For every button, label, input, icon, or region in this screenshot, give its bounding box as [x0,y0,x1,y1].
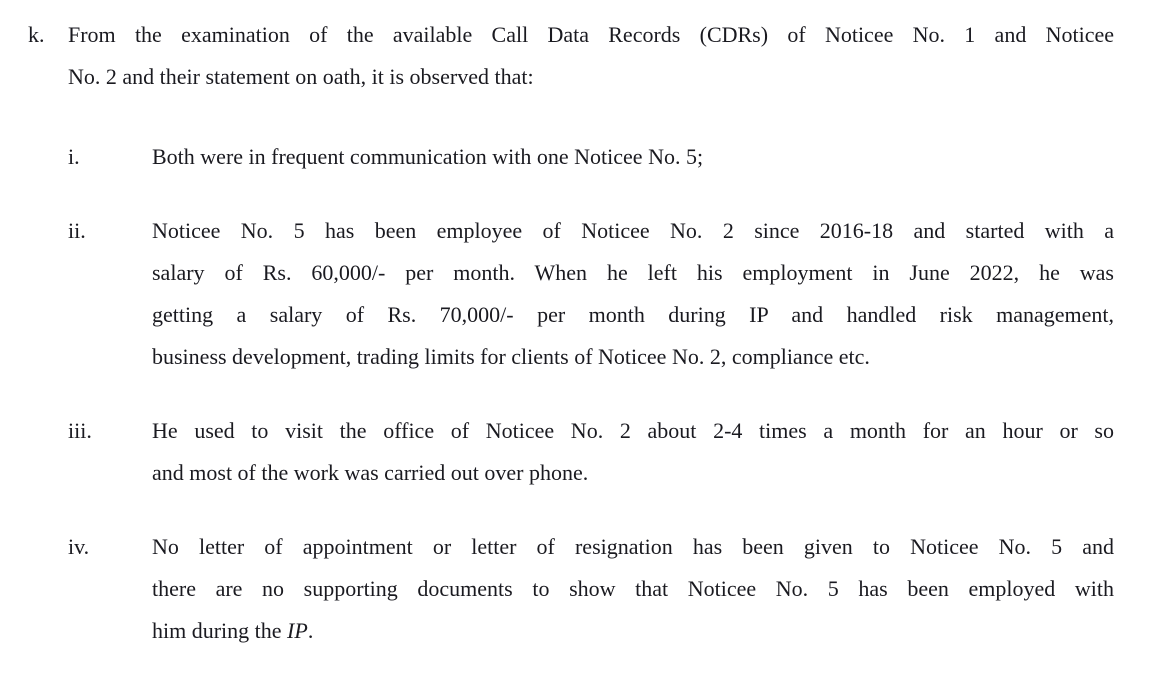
clause-k-text [68,14,1114,98]
sub-item-i-marker: i. [68,144,80,169]
sub-item-iv-line-3-prefix: him during the [152,618,288,643]
sub-item-iv-line-1: No letter of appointment or letter of resignation has been given to Noticee No. 5 and [152,534,1114,559]
sub-item-i [68,136,1114,178]
clause-k-marker: k. [28,22,45,47]
sub-item-i-line-1: Both were in frequent communication with one Noticee No. 5; [152,144,704,169]
sub-item-iv-text [152,526,1114,652]
sub-item-ii-line-2: salary of Rs. 60,000/- per month. When he left his employment in June 2022, he was [152,260,1114,285]
sub-item-iv-line-3 [152,610,1114,652]
ip-italic-term: IP [287,618,308,643]
sub-item-iii [68,410,1114,494]
clause-k-line-2: No. 2 and their statement on oath, it is observed that: [68,64,534,89]
sub-item-iii-line-2: and most of the work was carried out over phone. [152,460,589,485]
sub-item-ii-text [152,210,1114,378]
sub-item-iv-marker: iv. [68,534,90,559]
sub-item-i-text [152,136,1114,178]
sub-item-iii-marker: iii. [68,418,92,443]
sub-item-ii-line-3: getting a salary of Rs. 70,000/- per month during IP and handled risk management, [152,302,1114,327]
clause-k-line-1: From the examination of the available Call Data Records (CDRs) of Noticee No. 1 and Noticee [68,22,1114,47]
clause-k [28,14,1114,98]
sub-item-iv-line-3-suffix: . [307,618,314,643]
sub-item-ii-marker: ii. [68,218,86,243]
sub-item-ii-line-4: business development, trading limits for clients of Noticee No. 2, compliance etc. [152,344,870,369]
sub-item-iii-text [152,410,1114,494]
sub-item-ii-line-1: Noticee No. 5 has been employee of Noticee No. 2 since 2016-18 and started with a [152,218,1114,243]
sub-item-iii-line-1: He used to visit the office of Noticee No. 2 about 2-4 times a month for an hour or so [152,418,1114,443]
sub-item-iv-line-2: there are no supporting documents to show that Noticee No. 5 has been employed with [152,576,1114,601]
sub-item-ii [68,210,1114,378]
sub-item-iv [68,526,1114,652]
